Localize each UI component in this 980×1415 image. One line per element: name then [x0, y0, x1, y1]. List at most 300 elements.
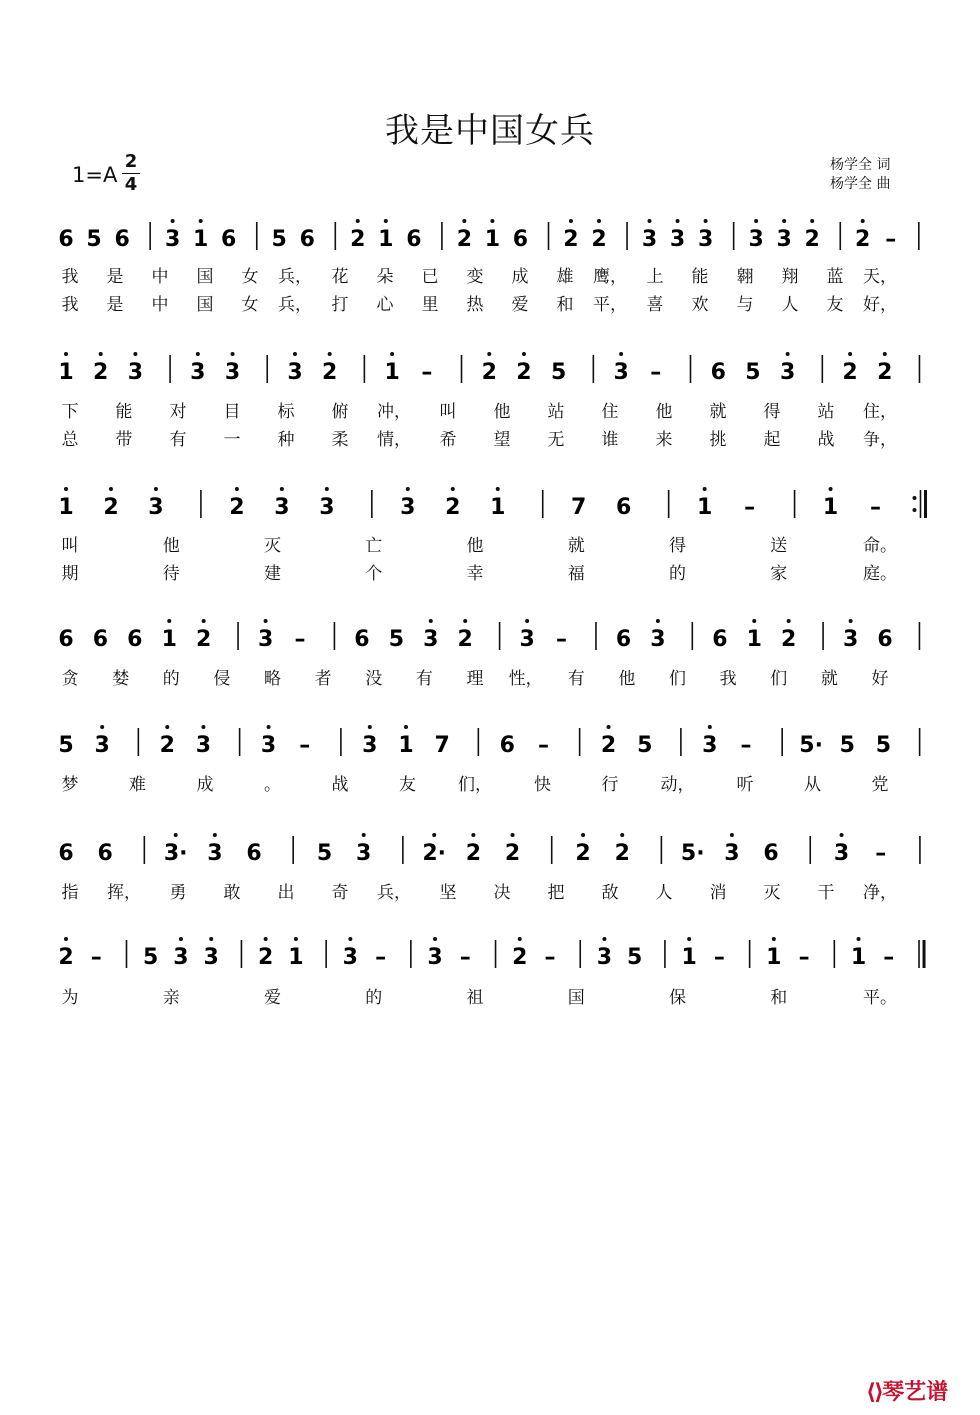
high-octave-dot: [704, 219, 708, 223]
high-octave-dot: [829, 487, 833, 491]
note: 3: [669, 227, 686, 252]
lyric-syllable: 能: [691, 267, 709, 287]
lyric-syllable: 敢: [223, 883, 241, 903]
note: 3: [190, 360, 206, 385]
note: 6: [299, 227, 315, 252]
lyric-line: [0, 664, 980, 690]
lyric-syllable: 兵，: [278, 267, 312, 287]
high-octave-dot: [848, 352, 852, 356]
note: 1: [288, 945, 304, 970]
lyric-syllable: 平。: [863, 988, 897, 1008]
lyric-syllable: 挥，: [107, 883, 141, 903]
note: 1: [746, 627, 762, 652]
note: 3: [195, 733, 212, 758]
lyric-syllable: 敌: [601, 883, 619, 903]
high-octave-dot: [810, 219, 814, 223]
lyric-syllable: 雄: [556, 267, 574, 287]
lyric-syllable: 送: [770, 536, 788, 556]
dash-note: –: [883, 945, 895, 970]
lyric-line: [0, 397, 980, 423]
lyric-line: [0, 878, 980, 904]
lyric-syllable: 总: [61, 430, 79, 450]
note: 3·: [163, 841, 188, 866]
note: 6: [221, 227, 237, 252]
note: 1: [822, 495, 839, 520]
high-octave-dot: [451, 487, 455, 491]
dash-note: –: [459, 945, 471, 970]
lyric-syllable: 家: [770, 564, 788, 584]
lyric-syllable: 指: [61, 883, 79, 903]
lyric-syllable: 亲: [162, 988, 180, 1008]
note: 1: [681, 945, 697, 970]
dash-note: –: [650, 360, 662, 385]
high-octave-dot: [656, 619, 660, 623]
high-octave-dot: [404, 725, 408, 729]
lyric-line: [0, 262, 980, 288]
score-row: [0, 612, 980, 672]
lyric-syllable: 期: [61, 564, 79, 584]
lyric-syllable: 爱: [511, 295, 529, 315]
note: 3: [650, 627, 666, 652]
note: 5: [550, 360, 567, 385]
note: 6: [763, 841, 779, 866]
note: 2: [229, 495, 245, 520]
lyric-syllable: 兵，: [377, 883, 411, 903]
lyric-syllable: 们: [669, 669, 686, 689]
note: 3: [702, 733, 718, 758]
high-octave-dot: [294, 937, 298, 941]
high-octave-dot: [861, 219, 865, 223]
high-octave-dot: [64, 352, 68, 356]
lyric-syllable: 友: [399, 775, 416, 795]
lyric-syllable: 国: [196, 267, 214, 287]
lyric-syllable: 国: [567, 988, 585, 1008]
note: 7: [571, 495, 587, 520]
note: 2: [591, 227, 607, 252]
logo-text: 琴艺谱: [882, 1380, 949, 1405]
lyric-line: [0, 425, 980, 451]
score-row-notation: [0, 718, 980, 778]
note: 2: [465, 841, 482, 866]
lyric-syllable: 起: [763, 430, 781, 450]
note: 3: [319, 495, 335, 520]
lyric-syllable: 欢: [691, 295, 709, 315]
high-octave-dot: [384, 219, 388, 223]
note: 5: [637, 733, 653, 758]
high-octave-dot: [235, 487, 239, 491]
lyric-syllable: 奇: [331, 883, 349, 903]
lyric-syllable: 打: [331, 295, 349, 315]
lyric-syllable: 心: [376, 295, 394, 315]
lyric-syllable: 目: [223, 402, 241, 422]
note: 5: [316, 841, 333, 866]
high-octave-dot: [522, 352, 526, 356]
high-octave-dot: [752, 619, 756, 623]
high-octave-dot: [687, 937, 691, 941]
note: 6: [127, 627, 143, 652]
high-octave-dot: [64, 937, 68, 941]
note: 6: [406, 227, 422, 252]
note: 1: [161, 627, 177, 652]
lyric-syllable: 梦: [61, 775, 79, 795]
high-octave-dot: [433, 937, 437, 941]
lyric-syllable: 里: [421, 295, 439, 315]
high-octave-dot: [368, 725, 372, 729]
high-octave-dot: [100, 725, 104, 729]
lyric-syllable: 性，: [508, 669, 543, 689]
lyric-syllable: 战: [331, 775, 349, 795]
high-octave-dot: [569, 219, 573, 223]
note: 3: [833, 841, 850, 866]
high-octave-dot: [202, 619, 206, 623]
high-octave-dot: [676, 219, 680, 223]
lyric-syllable: 的: [365, 988, 383, 1008]
high-octave-dot: [782, 219, 786, 223]
lyric-syllable: 的: [162, 669, 180, 689]
lyric-syllable: 没: [365, 669, 383, 689]
lyric-syllable: 消: [709, 883, 727, 903]
note: 3: [207, 841, 223, 866]
note: 7: [434, 733, 450, 758]
lyric-syllable: 下: [61, 402, 79, 422]
high-octave-dot: [463, 619, 467, 623]
lyric-syllable: 变: [466, 267, 484, 287]
note: 5·: [799, 733, 823, 758]
note: 1: [766, 945, 782, 970]
note: 6: [616, 495, 632, 520]
lyric-syllable: 兵，: [278, 295, 312, 315]
note: 2: [445, 495, 461, 520]
dash-note: –: [375, 945, 387, 970]
note: 1: [484, 227, 501, 252]
high-octave-dot: [167, 619, 171, 623]
lyric-syllable: 中: [151, 267, 169, 287]
note: 2: [103, 495, 119, 520]
high-octave-dot: [772, 937, 776, 941]
lyric-syllable: 人: [655, 883, 673, 903]
note: 3: [362, 733, 378, 758]
lyric-syllable: 快: [534, 775, 551, 795]
score-row-notation: [0, 826, 980, 886]
note: 5: [627, 945, 643, 970]
lyric-syllable: 能: [115, 402, 133, 422]
note: 1: [192, 227, 209, 252]
note: 1: [384, 360, 400, 385]
time-signature: [122, 152, 140, 195]
note: 1: [696, 495, 713, 520]
score-row: [0, 826, 980, 886]
lyric-syllable: 种: [277, 430, 295, 450]
note: 5: [388, 627, 405, 652]
note: 5: [58, 733, 74, 758]
high-octave-dot: [730, 833, 734, 837]
lyric-syllable: 坚: [439, 883, 457, 903]
lyric-syllable: 净，: [863, 883, 897, 903]
note: 3: [356, 841, 372, 866]
note: 2: [93, 360, 109, 385]
note: 2: [842, 360, 858, 385]
note: 2: [877, 360, 893, 385]
lyric-syllable: 住: [601, 402, 619, 422]
note: 3: [257, 627, 274, 652]
lyric-syllable: 幸: [466, 564, 484, 584]
high-octave-dot: [406, 487, 410, 491]
lyric-syllable: 爱: [264, 988, 281, 1008]
lyric-syllable: 者: [314, 669, 332, 689]
note: 6: [499, 733, 515, 758]
lyric-syllable: 的: [669, 564, 686, 584]
end-barline: [919, 940, 924, 968]
lyric-syllable: 就: [820, 669, 838, 689]
lyric-syllable: 待: [162, 564, 180, 584]
note: 2: [456, 227, 473, 252]
note: 3: [748, 227, 764, 252]
lyric-syllable: 勇: [169, 883, 187, 903]
lyric-line: [0, 531, 980, 557]
lyric-syllable: 鹰，: [593, 267, 627, 287]
note: 6: [97, 841, 113, 866]
lyric-syllable: 争，: [863, 430, 897, 450]
note: 3: [164, 227, 181, 252]
note: 6: [710, 360, 726, 385]
time-sig-top: 2: [124, 151, 138, 172]
score-row-notation: [0, 345, 980, 405]
high-octave-dot: [213, 833, 217, 837]
lyric-syllable: 有: [415, 669, 433, 689]
dash-note: –: [537, 733, 549, 758]
high-octave-dot: [883, 352, 887, 356]
dash-note: –: [544, 945, 556, 970]
dash-note: –: [421, 360, 433, 385]
high-octave-dot: [264, 937, 268, 941]
lyric-syllable: 谁: [601, 430, 619, 450]
note: 6: [58, 841, 74, 866]
lyric-syllable: 党: [871, 775, 889, 795]
high-octave-dot: [362, 833, 366, 837]
note: 3: [287, 360, 303, 385]
lyric-syllable: 蓝: [826, 267, 844, 287]
high-octave-dot: [348, 937, 352, 941]
lyric-syllable: 战: [817, 430, 835, 450]
score-row-notation: [0, 930, 980, 990]
note: 3: [641, 227, 658, 252]
time-sig-bottom: 4: [124, 174, 138, 195]
note: 6: [877, 627, 893, 652]
high-octave-dot: [708, 725, 712, 729]
note: 2: [322, 360, 338, 385]
high-octave-dot: [602, 937, 606, 941]
lyric-syllable: 和: [770, 988, 788, 1008]
note: 3: [94, 733, 110, 758]
high-octave-dot: [490, 219, 494, 223]
note: 2: [257, 945, 274, 970]
lyric-syllable: 翔: [781, 267, 799, 287]
lyric-syllable: 祖: [466, 988, 484, 1008]
high-octave-dot: [109, 487, 113, 491]
lyric-syllable: 福: [567, 564, 585, 584]
lyric-syllable: 我: [719, 669, 737, 689]
lyric-syllable: 一: [223, 430, 241, 450]
high-octave-dot: [196, 352, 200, 356]
high-octave-dot: [325, 487, 329, 491]
note: 3: [613, 360, 629, 385]
note: 6: [58, 627, 74, 652]
lyric-syllable: 情，: [377, 430, 411, 450]
lyric-syllable: 决: [493, 883, 511, 903]
lyric-syllable: 和: [556, 295, 574, 315]
lyric-syllable: 我: [61, 267, 79, 287]
note: 5: [143, 945, 159, 970]
note: 1: [58, 495, 74, 520]
lyric-syllable: 就: [567, 536, 585, 556]
note: 3: [260, 733, 277, 758]
lyric-syllable: 无: [547, 430, 565, 450]
lyric-syllable: 柔: [331, 430, 349, 450]
high-octave-dot: [849, 619, 853, 623]
note: 1: [398, 733, 414, 758]
note: 2: [563, 227, 579, 252]
note: 6: [92, 627, 109, 652]
lyric-syllable: 人: [781, 295, 799, 315]
lyric-syllable: 标: [277, 402, 295, 422]
high-octave-dot: [174, 833, 178, 837]
note: 2: [855, 227, 871, 252]
credits: [830, 156, 890, 194]
high-octave-dot: [231, 352, 235, 356]
high-octave-dot: [264, 619, 268, 623]
score-row-notation: [0, 612, 980, 672]
lyric-syllable: 成: [511, 267, 529, 287]
high-octave-dot: [703, 487, 707, 491]
dash-note: –: [885, 227, 897, 252]
lyric-syllable: 已: [421, 267, 439, 287]
note: 3: [596, 945, 613, 970]
lyric-syllable: 天，: [863, 267, 897, 287]
high-octave-dot: [525, 619, 529, 623]
note: 2: [58, 945, 74, 970]
high-octave-dot: [165, 725, 169, 729]
dash-note: –: [798, 945, 810, 970]
lyric-syllable: 友: [826, 295, 844, 315]
song-title: 我是中国女兵: [385, 111, 595, 151]
lyric-syllable: 翱: [736, 267, 754, 287]
note: 2: [159, 733, 175, 758]
lyric-syllable: 他: [493, 402, 511, 422]
lyric-syllable: 俯: [331, 402, 349, 422]
lyric-syllable: 平，: [593, 295, 627, 315]
lyric-syllable: 冲，: [377, 402, 411, 422]
high-octave-dot: [581, 833, 585, 837]
lyric-syllable: 理: [466, 669, 484, 689]
lyric-syllable: 女: [241, 295, 259, 315]
high-octave-dot: [64, 487, 68, 491]
note: 5: [875, 733, 892, 758]
lyric-syllable: 保: [669, 988, 686, 1008]
lyric-syllable: 命。: [863, 536, 897, 556]
lyric-syllable: 国: [196, 295, 214, 315]
lyric-syllable: 得: [669, 536, 686, 556]
high-octave-dot: [199, 219, 203, 223]
note: 2: [516, 360, 532, 385]
lyric-syllable: 动，: [660, 775, 695, 795]
note: 2: [350, 227, 366, 252]
lyric-syllable: 站: [817, 402, 835, 422]
note: 6: [615, 627, 632, 652]
lyric-syllable: 喜: [646, 295, 664, 315]
lyric-syllable: 干: [817, 883, 835, 903]
note: 6: [246, 841, 262, 866]
lyric-syllable: 是: [106, 267, 124, 287]
high-octave-dot: [518, 937, 522, 941]
note: 3: [203, 945, 219, 970]
lyric-syllable: 。: [264, 775, 281, 795]
note: 3: [127, 360, 144, 385]
high-octave-dot: [754, 219, 758, 223]
lyric-syllable: 朵: [376, 267, 394, 287]
high-octave-dot: [133, 352, 137, 356]
score-row: [0, 930, 980, 990]
site-logo: [866, 1375, 948, 1406]
lyric-syllable: 灭: [763, 883, 781, 903]
high-octave-dot: [607, 725, 611, 729]
lyric-syllable: 为: [61, 988, 79, 1008]
lyric-syllable: 们: [770, 669, 788, 689]
lyricist: 杨学全 词: [830, 157, 891, 173]
high-octave-dot: [786, 352, 790, 356]
lyric-syllable: 叫: [439, 402, 457, 422]
key-signature: 1=A: [72, 163, 118, 187]
note: 6: [712, 627, 728, 652]
lyric-syllable: 带: [115, 430, 133, 450]
lyric-syllable: 个: [365, 564, 383, 584]
note: 6: [512, 227, 529, 252]
note: 3: [427, 945, 443, 970]
lyric-line: [0, 770, 980, 796]
lyric-syllable: 中: [151, 295, 169, 315]
note: 2: [600, 733, 617, 758]
lyric-syllable: 建: [264, 564, 281, 584]
lyric-syllable: 对: [169, 402, 187, 422]
lyric-syllable: 好，: [863, 295, 897, 315]
note: 1: [490, 495, 506, 520]
high-octave-dot: [201, 725, 205, 729]
lyric-syllable: 他: [655, 402, 673, 422]
note: 3: [519, 627, 535, 652]
note: 3: [423, 627, 439, 652]
note: 3: [724, 841, 740, 866]
high-octave-dot: [293, 352, 297, 356]
lyric-syllable: 灭: [264, 536, 281, 556]
high-octave-dot: [597, 219, 601, 223]
high-octave-dot: [840, 833, 844, 837]
high-octave-dot: [511, 833, 515, 837]
note: 3: [274, 495, 290, 520]
lyric-syllable: 侵: [213, 669, 231, 689]
lyric-syllable: 站: [547, 402, 565, 422]
lyric-syllable: 他: [466, 536, 484, 556]
note: 6: [114, 227, 130, 252]
dash-note: –: [90, 945, 102, 970]
lyric-syllable: 叫: [61, 536, 79, 556]
lyric-syllable: 与: [736, 295, 754, 315]
lyric-syllable: 把: [547, 883, 565, 903]
high-octave-dot: [432, 833, 436, 837]
lyric-syllable: 来: [655, 430, 673, 450]
high-octave-dot: [619, 352, 623, 356]
high-octave-dot: [496, 487, 500, 491]
lyric-syllable: 我: [61, 295, 79, 315]
note: 3: [842, 627, 859, 652]
